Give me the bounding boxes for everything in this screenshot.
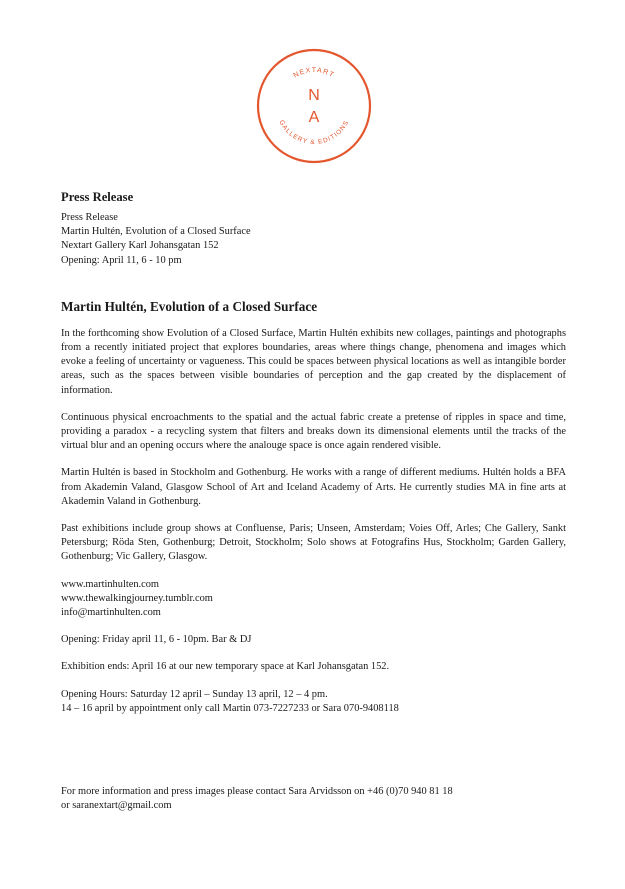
article-paragraph: Martin Hultén is based in Stockholm and Gothenburg. He works with a range of different mediums. Hultén holds a BFA from Akademin Valand, Glasgow School of Art and Iceland Academy of Arts. He currently studies MA in fine arts at Akademin Valand in Gothenburg. [61,467,566,507]
logo-bottom-text: GALLERY & EDITIONS [277,119,351,147]
blog-link[interactable]: www.thewalkingjourney.tumblr.com [61,592,213,604]
nextart-logo [256,48,372,164]
opening-info [61,633,566,647]
exhibition-end-info [61,660,566,674]
contact-links [61,578,566,621]
detail-line: Press Release [61,212,118,223]
article-paragraph: Past exhibitions include group shows at Confluense, Paris; Unseen, Amsterdam; Voies Off, Arles; Che Gallery, Sankt Petersburg; Röda Sten, Gothenburg; Detroit, Stockholm; Solo shows at Fotografins Hus, Stockholm; Garden Gallery, Gothenburg; Vic Gallery, Glasgow. [61,523,566,563]
website-link[interactable]: www.martinhulten.com [61,578,160,590]
article-paragraph: In the forthcoming show Evolution of a Closed Surface, Martin Hultén exhibits new collages, paintings and photographs from a recently initiated project that explores boundaries, areas where things change, phenomena and images which evoke a feeling of uncertainty or vagueness. This could be spaces between physical locations as well as intangible border areas, such as the spaces between visible boundaries of perception and the gap created by the displacement of information. [61,327,566,396]
logo-letter-a: A [308,109,320,126]
press-release-heading: Press Release [61,190,134,204]
detail-line: Martin Hultén, Evolution of a Closed Surface [61,226,251,238]
exhibition-end-line: Exhibition ends: April 16 at our new temporary space at Karl Johansgatan 152. [61,661,390,673]
email-link[interactable]: info@martinhulten.com [61,607,161,619]
article-paragraph: Continuous physical encroachments to the spatial and the actual fabric create a pretense of ripples in space and time, providing a paradox - a recycling system that filters and breaks down its dimensional elements until the tracks of the virtual blur and an opening occurs where the analouge space is once again rendered visible. [61,411,566,452]
logo-letter-n: N [308,87,320,104]
hours-line: 14 – 16 april by appointment only call Martin 073-7227233 or Sara 070-9408118 [61,702,399,714]
opening-hours [61,688,566,716]
logo-top-text: NEXTART [292,66,336,80]
press-release-details [61,211,566,268]
footer-contact [61,785,453,813]
hours-line: Opening Hours: Saturday 12 april – Sunday 13 april, 12 – 4 pm. [61,688,328,700]
footer-line: For more information and press images please contact Sara Arvidsson on +46 (0)70 940 81 18 [61,786,453,797]
opening-line: Opening: Friday april 11, 6 - 10pm. Bar & DJ [61,634,252,646]
footer-email[interactable]: or saranextart@gmail.com [61,800,172,812]
svg-text:NEXTART [292,67,335,80]
press-release-body [61,189,566,729]
detail-line: Nextart Gallery Karl Johansgatan 152 [61,240,219,252]
detail-line: Opening: April 11, 6 - 10 pm [61,254,182,266]
article-title: Martin Hultén, Evolution of a Closed Surface [61,298,318,314]
